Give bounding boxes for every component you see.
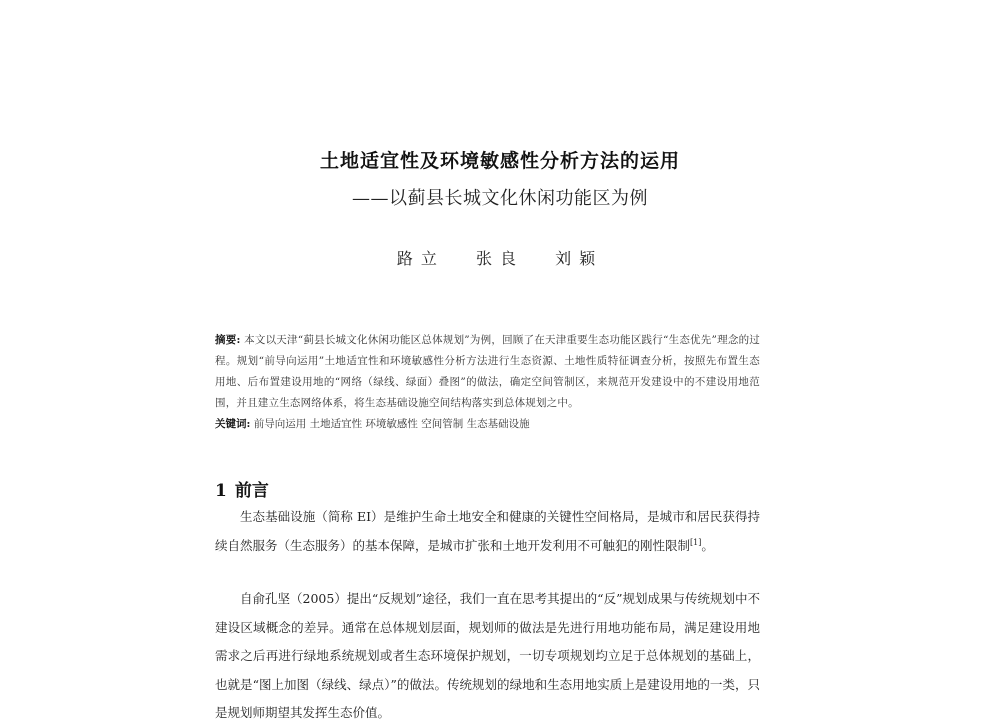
- keywords: [215, 414, 760, 435]
- section-number: 1: [215, 481, 227, 501]
- paper-subtitle: ——以蓟县长城文化休闲功能区为例: [352, 188, 648, 209]
- body-paragraph: [215, 503, 760, 560]
- section-heading: [215, 476, 269, 501]
- paragraph-text: 自俞孔坚（2005）提出“反规划”途径，我们一直在思考其提出的“反”规划成果与传统规划中不建设区域概念的差异。通常在总体规划层面，规划师的做法是先进行用地功能布局，满足建设用地需求之后再进行绿地系统规划或者生态环境保护规划，一切专项规划均立足于总体规划的基础上，也就是“图上加图（绿线、绿点）”的做法。传统规划的绿地和生态用地实质上是建设用地的一类，只是规划师期望其发挥生态价值。: [215, 591, 760, 720]
- author-name: 路立: [396, 249, 445, 268]
- paragraph-end: 。: [701, 537, 714, 553]
- abstract-label: 摘要:: [215, 334, 241, 346]
- paper-title: 土地适宜性及环境敏感性分析方法的运用: [319, 150, 680, 172]
- citation-ref: [1]: [690, 537, 702, 547]
- abstract-text: 本文以天津“蓟县长城文化休闲功能区总体规划”为例，回顾了在天津重要生态功能区践行“生态优先”理念的过程。规划“前导向运用”土地适宜性和环境敏感性分析方法进行生态资源、土地性质特征调查分析，按照先布置生态用地、后布置建设用地的“网络（绿线、绿面）叠图”的做法，确定空间管制区，来规范开发建设中的不建设用地范围，并且建立生态网络体系，将生态基础设施空间结构落实到总体规划之中。: [215, 334, 760, 409]
- paragraph-text: 生态基础设施（简称 EI）是维护生命土地安全和健康的关键性空间格局，是城市和居民获得持续自然服务（生态服务）的基本保障，是城市扩张和土地开发利用不可触犯的刚性限制: [215, 509, 760, 553]
- keywords-text: 前导向运用 土地适宜性 环境敏感性 空间管制 生态基础设施: [253, 418, 530, 430]
- abstract: [215, 330, 760, 414]
- keywords-label: 关键词:: [215, 418, 251, 430]
- author-name: 张良: [475, 249, 524, 268]
- author-name: 刘颖: [555, 249, 604, 268]
- body-paragraph: [215, 585, 760, 728]
- section-title-text: 前言: [234, 481, 269, 501]
- author-list: [0, 246, 1000, 269]
